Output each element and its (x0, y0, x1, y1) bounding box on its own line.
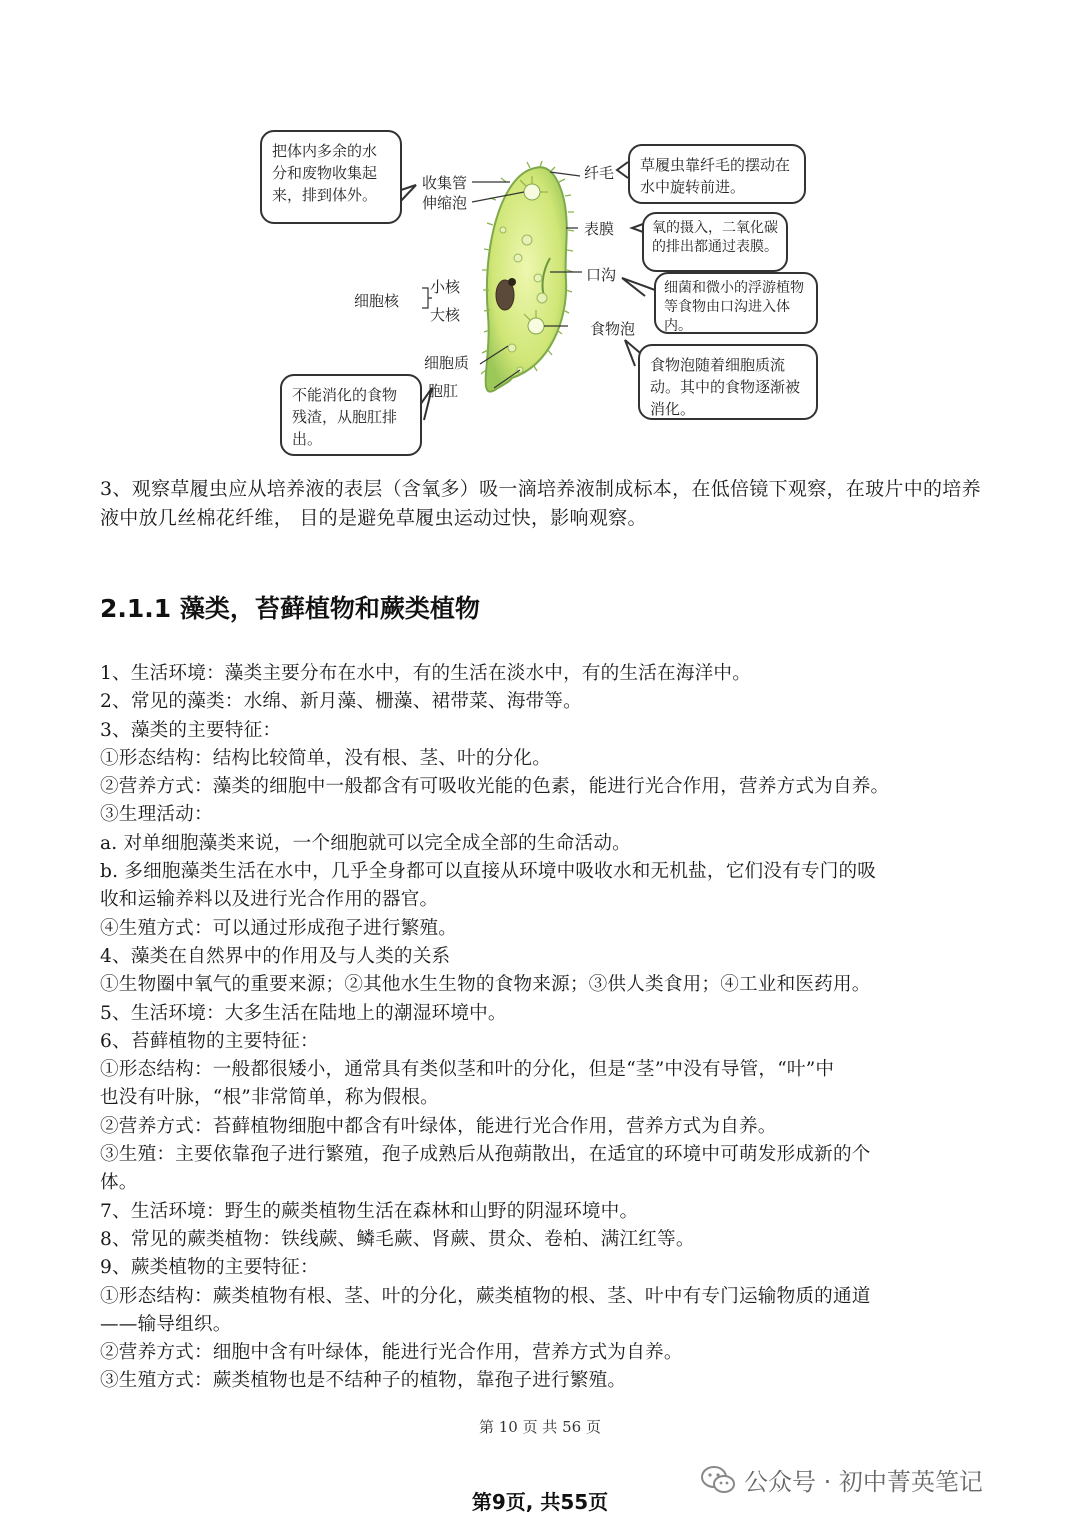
content-line: 4、藻类在自然界中的作用及与人类的关系 (100, 945, 451, 967)
label-macronucleus: 大核 (430, 306, 461, 324)
content-line: 6、苔藓植物的主要特征： (100, 1030, 319, 1052)
content-line: 7、生活环境：野生的蕨类植物生活在森林和山野的阴湿环境中。 (100, 1200, 639, 1222)
label-oral-groove: 口沟 (586, 266, 617, 284)
content-line: 8、常见的蕨类植物：铁线蕨、鳞毛蕨、肾蕨、贯众、卷柏、满江红等。 (100, 1228, 695, 1250)
content-line: 5、生活环境：大多生活在陆地上的潮湿环境中。 (100, 1002, 507, 1024)
label-contractile-vacuole: 伸缩泡 (422, 194, 468, 212)
content-line: ①形态结构：蕨类植物有根、茎、叶的分化，蕨类植物的根、茎、叶中有专门运输物质的通道 (100, 1285, 871, 1307)
label-cilia: 纤毛 (584, 164, 615, 182)
content-line: 也没有叶脉，“根”非常简单，称为假根。 (100, 1087, 439, 1109)
content-line: 1、生活环境：藻类主要分布在水中，有的生活在淡水中，有的生活在海洋中。 (100, 663, 752, 684)
paramecium-diagram (250, 130, 830, 465)
content-line: a. 对单细胞藻类来说，一个细胞就可以完全成全部的生命活动。 (100, 832, 631, 854)
content-line: 2、常见的藻类：水绵、新月藻、栅藻、裙带菜、海带等。 (100, 691, 582, 713)
label-nucleus: 细胞核 (354, 292, 400, 310)
content-body (100, 660, 995, 1396)
content-line: ③生殖方式：蕨类植物也是不结种子的植物，靠孢子进行繁殖。 (100, 1370, 627, 1392)
content-line: ④生殖方式：可以通过形成孢子进行繁殖。 (100, 917, 458, 939)
content-line: ③生理活动： (100, 804, 213, 826)
content-line: 体。 (100, 1172, 138, 1194)
label-membrane: 表膜 (584, 220, 615, 238)
callout-food-vacuole: 食物泡随着细胞质流动。其中的食物逐渐被消化。 (638, 344, 818, 420)
paramecium-body (486, 167, 567, 391)
content-line: ③生殖：主要依靠孢子进行繁殖，孢子成熟后从孢蒴散出，在适宜的环境中可萌发形成新的个 (100, 1144, 871, 1166)
micronucleus-shape (508, 278, 516, 286)
callout-membrane: 氧的摄入，二氧化碳的排出都通过表膜。 (642, 212, 788, 272)
content-line: b. 多细胞藻类生活在水中，几乎全身都可以直接从环境中吸收水和无机盐，它们没有专门的吸 (100, 861, 877, 883)
content-line: ①生物圈中氧气的重要来源；②其他水生生物的食物来源；③供人类食用；④工业和医药用。 (100, 974, 871, 996)
page-footer: 第9页, 共55页 (471, 1490, 609, 1514)
content-line: ②营养方式：苔藓植物细胞中都含有叶绿体，能进行光合作用，营养方式为自养。 (100, 1115, 777, 1137)
label-food-vacuole: 食物泡 (590, 320, 636, 338)
label-cytoplasm: 细胞质 (424, 354, 470, 372)
label-micronucleus: 小核 (430, 278, 461, 296)
label-collecting-tube: 收集管 (422, 174, 468, 192)
page-number: 第 10 页 共 56 页 (478, 1418, 601, 1436)
content-line: ①形态结构：一般都很矮小，通常具有类似茎和叶的分化，但是“茎”中没有导管，“叶”中 (100, 1059, 835, 1081)
callout-oral-groove: 细菌和微小的浮游植物等食物由口沟进入体内。 (654, 272, 818, 334)
content-line: ②营养方式：藻类的细胞中一般都含有可吸收光能的色素，能进行光合作用，营养方式为自养。 (100, 776, 890, 798)
content-line: ——输导组织。 (100, 1313, 232, 1335)
content-line: 3、藻类的主要特征： (100, 719, 282, 741)
label-anal-pore: 胞肛 (428, 382, 459, 400)
content-line: ①形态结构：结构比较简单，没有根、茎、叶的分化。 (100, 747, 552, 769)
content-line: 收和运输养料以及进行光合作用的器官。 (100, 889, 439, 911)
section-heading: 2.1.1 藻类，苔藓植物和蕨类植物 (100, 594, 480, 623)
watermark-text: 公众号 · 初中菁英笔记 (744, 1468, 983, 1496)
callout-water-removal: 把体内多余的水分和废物收集起来，排到体外。 (260, 130, 402, 224)
content-line: 9、蕨类植物的主要特征： (100, 1257, 319, 1279)
callout-cilia: 草履虫靠纤毛的摆动在水中旋转前进。 (628, 144, 806, 204)
observation-paragraph: 3、观察草履虫应从培养液的表层（含氧多）吸一滴培养液制成标本，在低倍镜下观察，在玻片中的培养液中放几丝棉花纤维， 目的是避免草履虫运动过快，影响观察。 (100, 478, 981, 529)
content-line: ②营养方式：细胞中含有叶绿体，能进行光合作用，营养方式为自养。 (100, 1342, 683, 1364)
callout-anal-pore: 不能消化的食物残渣，从胞肛排出。 (280, 374, 422, 456)
